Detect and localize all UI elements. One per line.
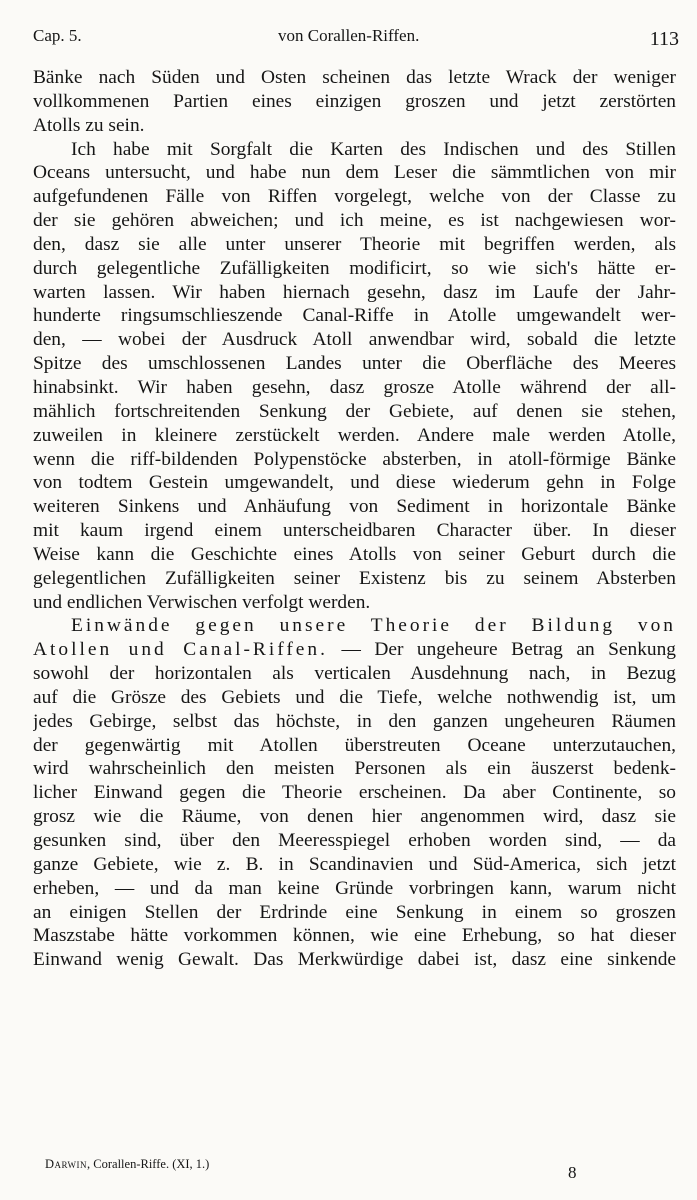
text-line: Spitze des umschlossenen Landes unter die Oberfläche des Meeres <box>33 353 676 375</box>
text-line: Oceans untersucht, und habe nun dem Leser die sämmtlichen von mir <box>33 162 676 184</box>
signature-author: Darwin <box>45 1157 88 1171</box>
text-line-continuation: — Der ungeheure Betrag an Senkung <box>327 639 676 661</box>
text-line: licher Einwand gegen die Theorie erscheinen. Da aber Continente, so <box>33 782 676 804</box>
text-line: mit kaum irgend einem unterscheidbaren Character über. In dieser <box>33 520 676 542</box>
text-line: hunderte ringsumschlieszende Canal-Riffe in Atolle umgewandelt wer- <box>33 305 676 327</box>
text-line: jedes Gebirge, selbst das höchste, in den ganzen ungeheuren Räumen <box>33 710 676 732</box>
text-line: vollkommenen Partien eines einzigen groszen und jetzt zerstörten <box>33 90 676 112</box>
text-line: wird wahrscheinlich den meisten Personen als ein äuszerst bedenk- <box>33 758 676 780</box>
text-line: erheben, — und da man keine Gründe vorbringen kann, warum nicht <box>33 877 676 899</box>
text-line: an einigen Stellen der Erdrinde eine Senkung in einem so groszen <box>33 901 676 923</box>
running-title: von Corallen-Riffen. <box>278 26 420 45</box>
sheet-number: 8 <box>568 1163 577 1182</box>
text-line: der sie gehören abweichen; und ich meine, es ist nachgewiesen wor- <box>33 210 676 232</box>
text-line-with-heading <box>33 638 676 662</box>
body-text <box>33 66 676 972</box>
text-line: und endlichen Verwischen verfolgt werden. <box>33 591 371 613</box>
text-line: wenn die riff-bildenden Polypenstöcke absterben, in atoll-förmige Bänke <box>33 448 676 470</box>
text-line: hinabsinkt. Wir haben gesehn, dasz grosze Atolle während der all- <box>33 376 676 398</box>
running-header <box>33 26 679 50</box>
section-heading-tail: Atollen und Canal-Riffen. <box>33 639 328 661</box>
text-line: zuweilen in kleinere zerstückelt werden. Andere male werden Atolle, <box>33 424 676 446</box>
text-line: aufgefundenen Fälle von Riffen vorgelegt, welche von der Classe zu <box>33 186 676 208</box>
text-line: ganze Gebiete, wie z. B. in Scandinavien und Süd-America, sich jetzt <box>33 853 676 875</box>
page-number: 113 <box>649 28 679 50</box>
printer-signature <box>45 1157 209 1172</box>
page-footer <box>45 1157 679 1187</box>
text-line: gesunken sind, über den Meeresspiegel erhoben worden sind, — da <box>33 830 676 851</box>
text-line: Atolls zu sein. <box>33 114 145 136</box>
text-line: Ich habe mit Sorgfalt die Karten des Indischen und des Stillen <box>71 138 676 160</box>
text-line: Weise kann die Geschichte eines Atolls von seiner Geburt durch die <box>33 543 676 565</box>
text-line: den, — wobei der Ausdruck Atoll anwendbar wird, sobald die letzte <box>33 329 676 351</box>
text-line: warten lassen. Wir haben hiernach gesehn, dasz im Laufe der Jahr- <box>33 281 676 303</box>
text-line: Maszstabe hätte vorkommen können, wie eine Erhebung, so hat dieser <box>33 925 676 947</box>
text-line: Bänke nach Süden und Osten scheinen das letzte Wrack der weniger <box>33 67 676 88</box>
text-line: mählich fortschreitenden Senkung der Gebiete, auf denen sie stehen, <box>33 400 676 422</box>
text-line: weiteren Sinkens und Anhäufung von Sediment in horizontale Bänke <box>33 496 676 518</box>
chapter-label: Cap. 5. <box>33 26 82 45</box>
text-line: von todtem Gestein umgewandelt, und diese wiederum gehn in Folge <box>33 472 676 494</box>
text-line: grosz wie die Räume, von denen hier angenommen wird, dasz sie <box>33 806 676 828</box>
text-line: der gegenwärtig mit Atollen überstreuten Oceane unterzutauchen, <box>33 734 676 756</box>
signature-title: , Corallen-Riffe. (XI, 1.) <box>87 1157 210 1171</box>
text-line: gelegentlichen Zufälligkeiten seiner Existenz bis zu seinem Absterben <box>33 567 676 589</box>
text-line: sowohl der horizontalen als verticalen Ausdehnung nach, in Bezug <box>33 663 676 685</box>
text-line: den, dasz sie alle unter unserer Theorie mit begriffen werden, als <box>33 233 676 255</box>
text-line: durch gelegentliche Zufälligkeiten modificirt, so wie sich's hätte er- <box>33 257 676 279</box>
text-line: auf die Grösze des Gebiets und die Tiefe, welche nothwendig ist, um <box>33 686 676 708</box>
section-heading-line: Einwände gegen unsere Theorie der Bildung von <box>71 615 676 637</box>
text-line: Einwand wenig Gewalt. Das Merkwürdige dabei ist, dasz eine sinkende <box>33 949 676 971</box>
